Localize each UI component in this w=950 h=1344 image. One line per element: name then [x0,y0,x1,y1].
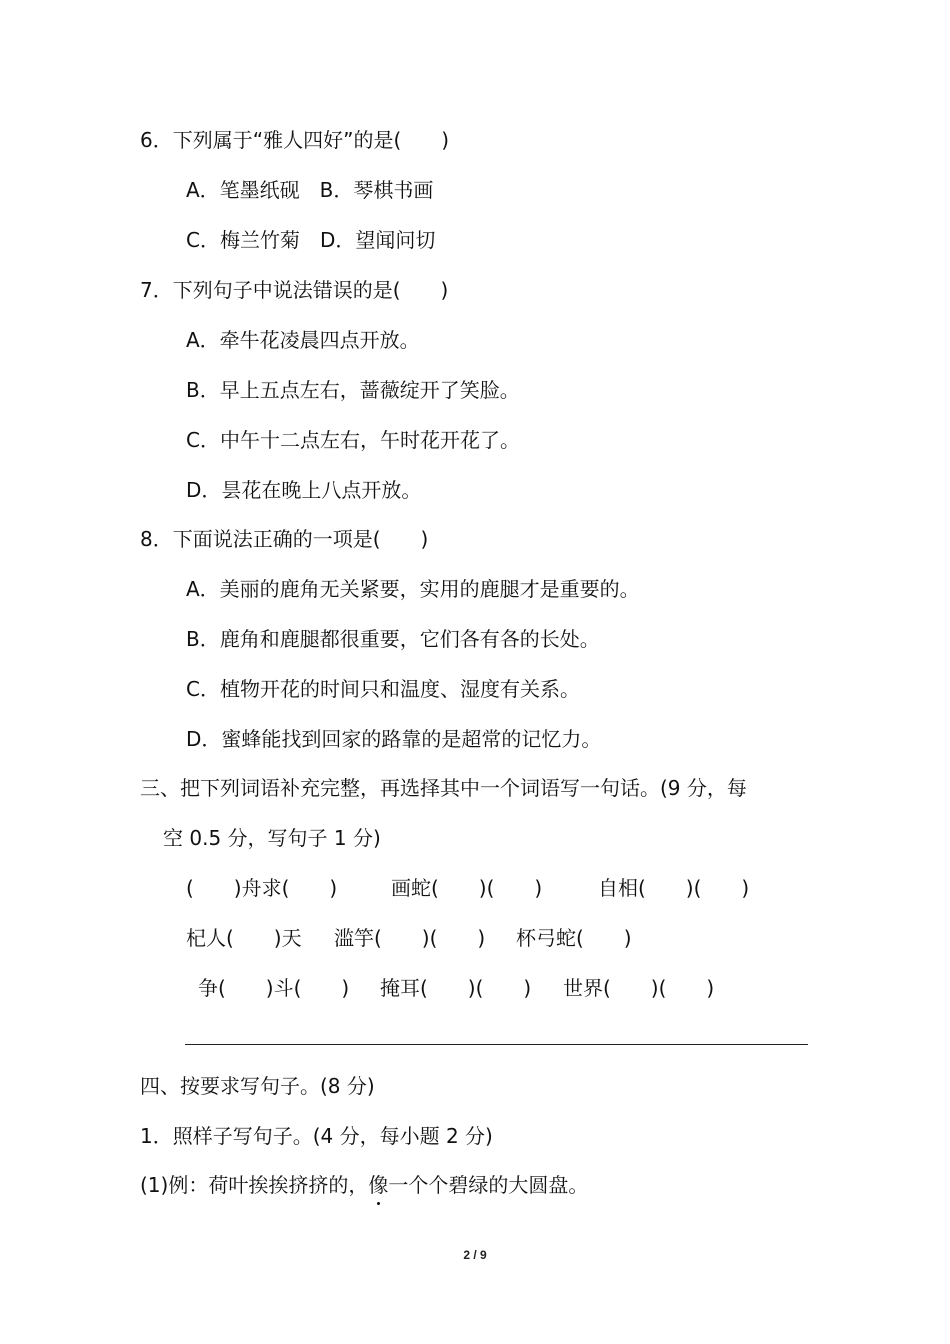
idiom-blank-9: 世界( )( ) [563,976,715,1000]
question-6-stem: 6．下列属于“雅人四好”的是( ) [140,128,450,152]
question-6-options-row-2: C．梅兰竹菊 D．望闻问切 [186,228,436,252]
question-8-option-a: A．美丽的鹿角无关紧要，实用的鹿腿才是重要的。 [186,577,640,601]
idiom-blank-6: 杯弓蛇( ) [516,926,632,950]
idiom-blank-8: 掩耳( )( ) [380,976,532,1000]
question-7-stem: 7．下列句子中说法错误的是( ) [140,278,449,302]
question-8-option-b: B．鹿角和鹿腿都很重要，它们各有各的长处。 [186,627,600,651]
question-6-options-row-1: A．笔墨纸砚 B．琴棋书画 [186,178,434,202]
example-sentence-start: (1)例：荷叶挨挨挤挤的， [140,1173,369,1197]
idiom-blank-4: 杞人( )天 [186,926,302,950]
question-8-stem: 8．下面说法正确的一项是( ) [140,527,429,551]
example-sentence-end: 一个个碧绿的大圆盘。 [388,1173,589,1197]
idiom-blank-3: 自相( )( ) [598,876,750,900]
question-7-option-b: B．早上五点左右，蔷薇绽开了笑脸。 [186,378,520,402]
idiom-blank-7: 争( )斗( ) [198,976,350,1000]
question-8-option-d: D．蜜蜂能找到回家的路靠的是超常的记忆力。 [186,727,602,751]
question-7-option-d: D．昙花在晚上八点开放。 [186,478,422,502]
section-3-title-line-2: 空 0.5 分，写句子 1 分) [163,826,381,850]
emphasized-word [368,1172,388,1198]
page-number: 2 / 9 [463,1248,487,1262]
question-7-option-c: C．中午十二点左右，午时花开花了。 [186,428,520,452]
question-8-option-c: C．植物开花的时间只和温度、湿度有关系。 [186,677,580,701]
question-7-option-a: A．牵牛花凌晨四点开放。 [186,328,420,352]
example-sentence [140,1172,588,1198]
emphasized-word-text: 像 [368,1173,389,1197]
idiom-blank-5: 滥竽( )( ) [334,926,486,950]
idiom-blank-2: 画蛇( )( ) [391,876,543,900]
section-3-title-line-1: 三、把下列词语补充完整，再选择其中一个词语写一句话。(9 分，每 [140,776,747,800]
section-4-title: 四、按要求写句子。(8 分) [140,1074,375,1098]
emphasis-dot [377,1202,380,1205]
idiom-blank-1: ( )舟求( ) [186,876,338,900]
answer-writing-line [185,1044,808,1045]
section-4-question-1: 1．照样子写句子。(4 分，每小题 2 分) [140,1124,493,1148]
